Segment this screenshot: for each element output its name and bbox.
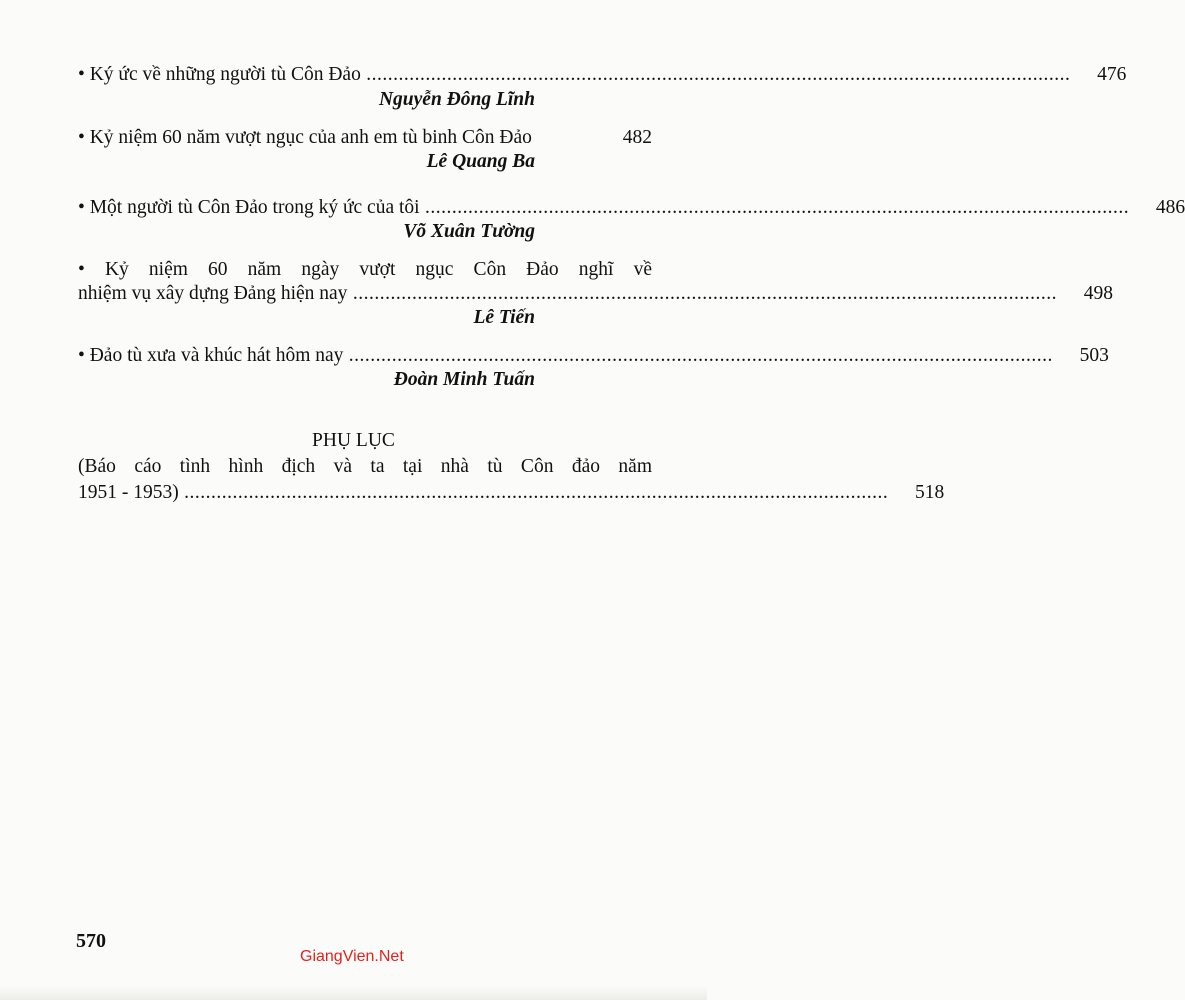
leader-dots: ................................................................................................................................... <box>419 197 1130 218</box>
appendix-page: 518 <box>915 482 945 503</box>
appendix-title-line1: (Báo cáo tình hình địch và ta tại nhà tù Côn đảo năm <box>78 456 652 477</box>
appendix-heading: PHỤ LỤC <box>312 430 395 451</box>
watermark: GiangVien.Net <box>300 948 404 965</box>
appendix-title: 1951 - 1953) <box>78 482 179 503</box>
entry-page: 476 <box>1097 64 1127 85</box>
entry-page: 498 <box>1083 283 1113 304</box>
page-number: 570 <box>76 930 106 952</box>
leader-dots: ................................................................................................................................... <box>347 283 1057 304</box>
leader-dots: ................................................................................................................................... <box>178 482 889 503</box>
entry-page: 486 <box>1155 197 1185 218</box>
entry-title: • Ký ức về những người tù Côn Đảo <box>78 64 361 85</box>
entry-title-line1: • Kỷ niệm 60 năm ngày vượt ngục Côn Đảo nghĩ về <box>78 259 652 280</box>
entry-author: Đoàn Minh Tuấn <box>393 369 535 390</box>
entry-page: 503 <box>1079 345 1109 366</box>
entry-author: Nguyễn Đông Lĩnh <box>378 89 535 110</box>
entry-page: 482 <box>622 127 652 148</box>
entry-author: Lê Tiến <box>473 307 535 328</box>
entry-title: • Đảo tù xưa và khúc hát hôm nay <box>78 345 344 366</box>
entry-author: Lê Quang Ba <box>426 151 535 172</box>
entry-author: Võ Xuân Tường <box>403 221 535 242</box>
leader-dots: ................................................................................................................................... <box>360 64 1071 85</box>
page-edge <box>0 986 707 1000</box>
leader-dots: ................................................................................................................................... <box>343 345 1053 366</box>
entry-title: nhiệm vụ xây dựng Đảng hiện nay <box>78 283 348 304</box>
entry-title: • Một người tù Côn Đảo trong ký ức của tôi <box>78 197 420 218</box>
entry-title: • Kỷ niệm 60 năm vượt ngục của anh em tù binh Côn Đảo <box>78 127 532 148</box>
